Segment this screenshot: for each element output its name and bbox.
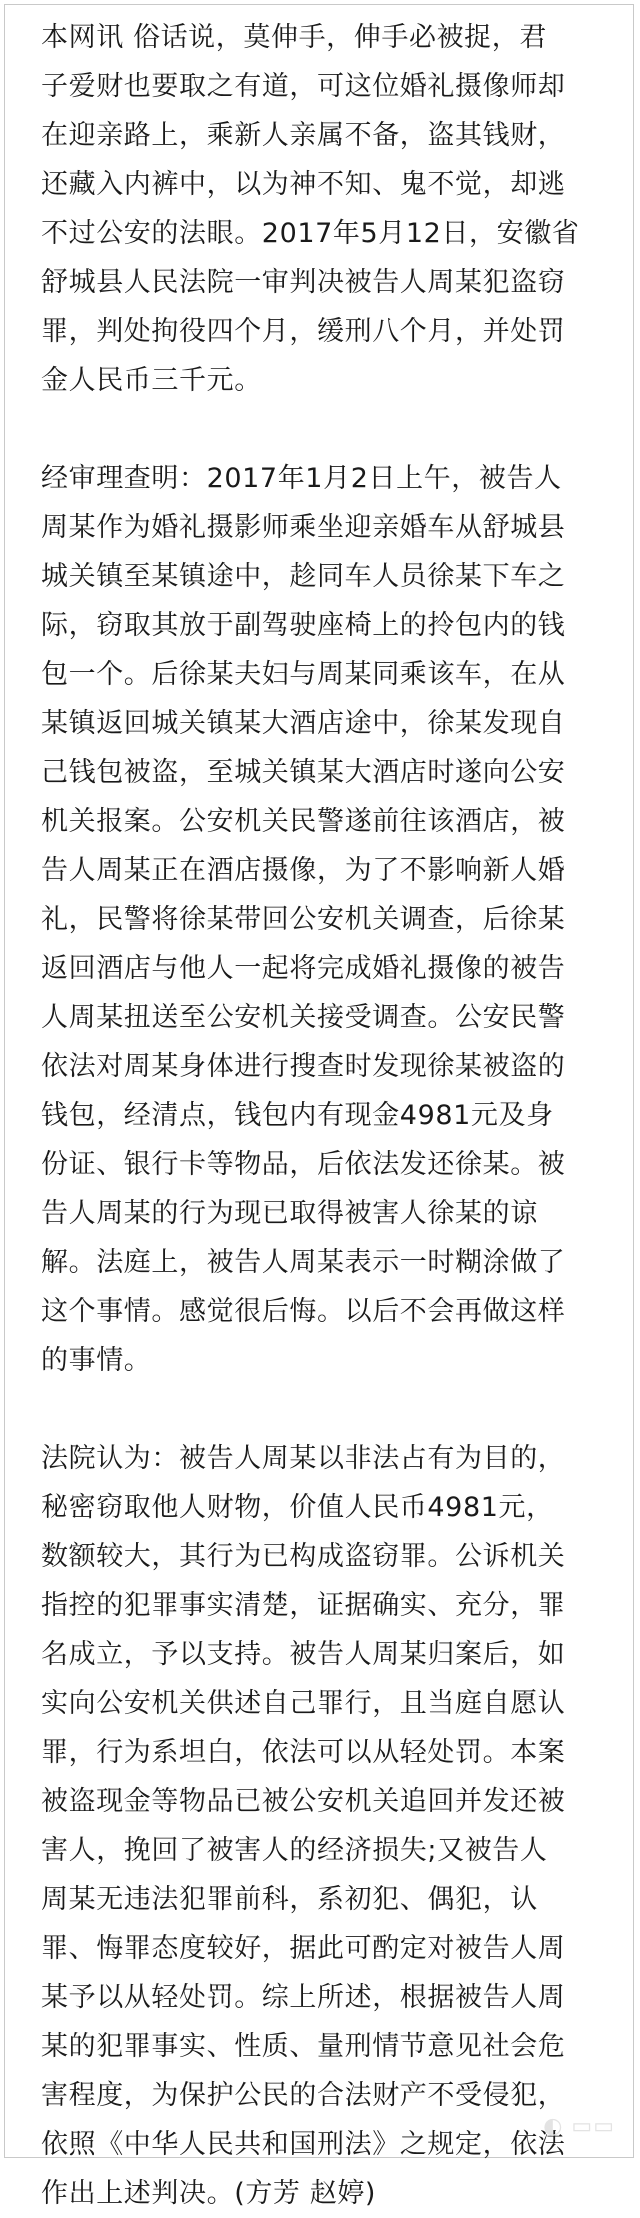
article-page <box>4 4 634 2209</box>
article-paragraph-ruling: 法院认为：被告人周某以非法占有为目的， 秘密窃取他人财物，价值人民币4981元， 数额较大，其行为已构成盗窃罪。公诉机关 指控的犯罪事实清楚，证据确实、充分，罪 名成立，予以支持。被告人周某归案后，如 实向公安机关供述自己罪行，且当庭自愿认 罪，行为系坦白，依法可以从轻处罚。本案 被盗现金等物品已被公安机关追回并发还被 害人，挽回了被害人的经济损失;又被告人 周某无违法犯罪前科，系初犯、偶犯，认 罪、悔罪态度较好，据此可酌定对被告人周 某予以从轻处罚。综上所述，根据被告人周 某的犯罪事实、性质、量刑情节意见社会危 害程度，为保护公民的合法财产不受侵犯， 依照《中华人民共和国刑法》之规定，依法 作出上述判决。(方芳 赵婷) <box>41 1443 566 2209</box>
watermark-logo: ◐ ▭▭ <box>543 2114 615 2139</box>
article-paragraph-intro: 本网讯 俗话说，莫伸手，伸手必被捉，君 子爱财也要取之有道，可这位婚礼摄像师却 在迎亲路上，乘新人亲属不备，盗其钱财， 还藏入内裤中，以为神不知、鬼不觉，却逃 不过公安的法眼。2017年5月12日，安徽省 舒城县人民法院一审判决被告人周某犯盗窃 罪，判处拘役四个月，缓刑八个月，并处罚 金人民币三千元。 <box>41 22 580 396</box>
article-paragraph-facts: 经审理查明：2017年1月2日上午，被告人 周某作为婚礼摄影师乘坐迎亲婚车从舒城县 城关镇至某镇途中，趁同车人员徐某下车之 际，窃取其放于副驾驶座椅上的拎包内的钱 包一个。后徐某夫妇与周某同乘该车，在从 某镇返回城关镇某大酒店途中，徐某发现自 己钱包被盗，至城关镇某大酒店时遂向公安 机关报案。公安机关民警遂前往该酒店，被 告人周某正在酒店摄像，为了不影响新人婚 礼，民警将徐某带回公安机关调查，后徐某 返回酒店与他人一起将完成婚礼摄像的被告 人周某扭送至公安机关接受调查。公安民警 依法对周某身体进行搜查时发现徐某被盗的 钱包，经清点，钱包内有现金4981元及身 份证、银行卡等物品，后依法发还徐某。被 告人周某的行为现已取得被害人徐某的谅 解。法庭上，被告人周某表示一时糊涂做了 这个事情。感觉很后悔。以后不会再做这样 的事情。 <box>41 463 566 1376</box>
article-body <box>41 13 613 2218</box>
